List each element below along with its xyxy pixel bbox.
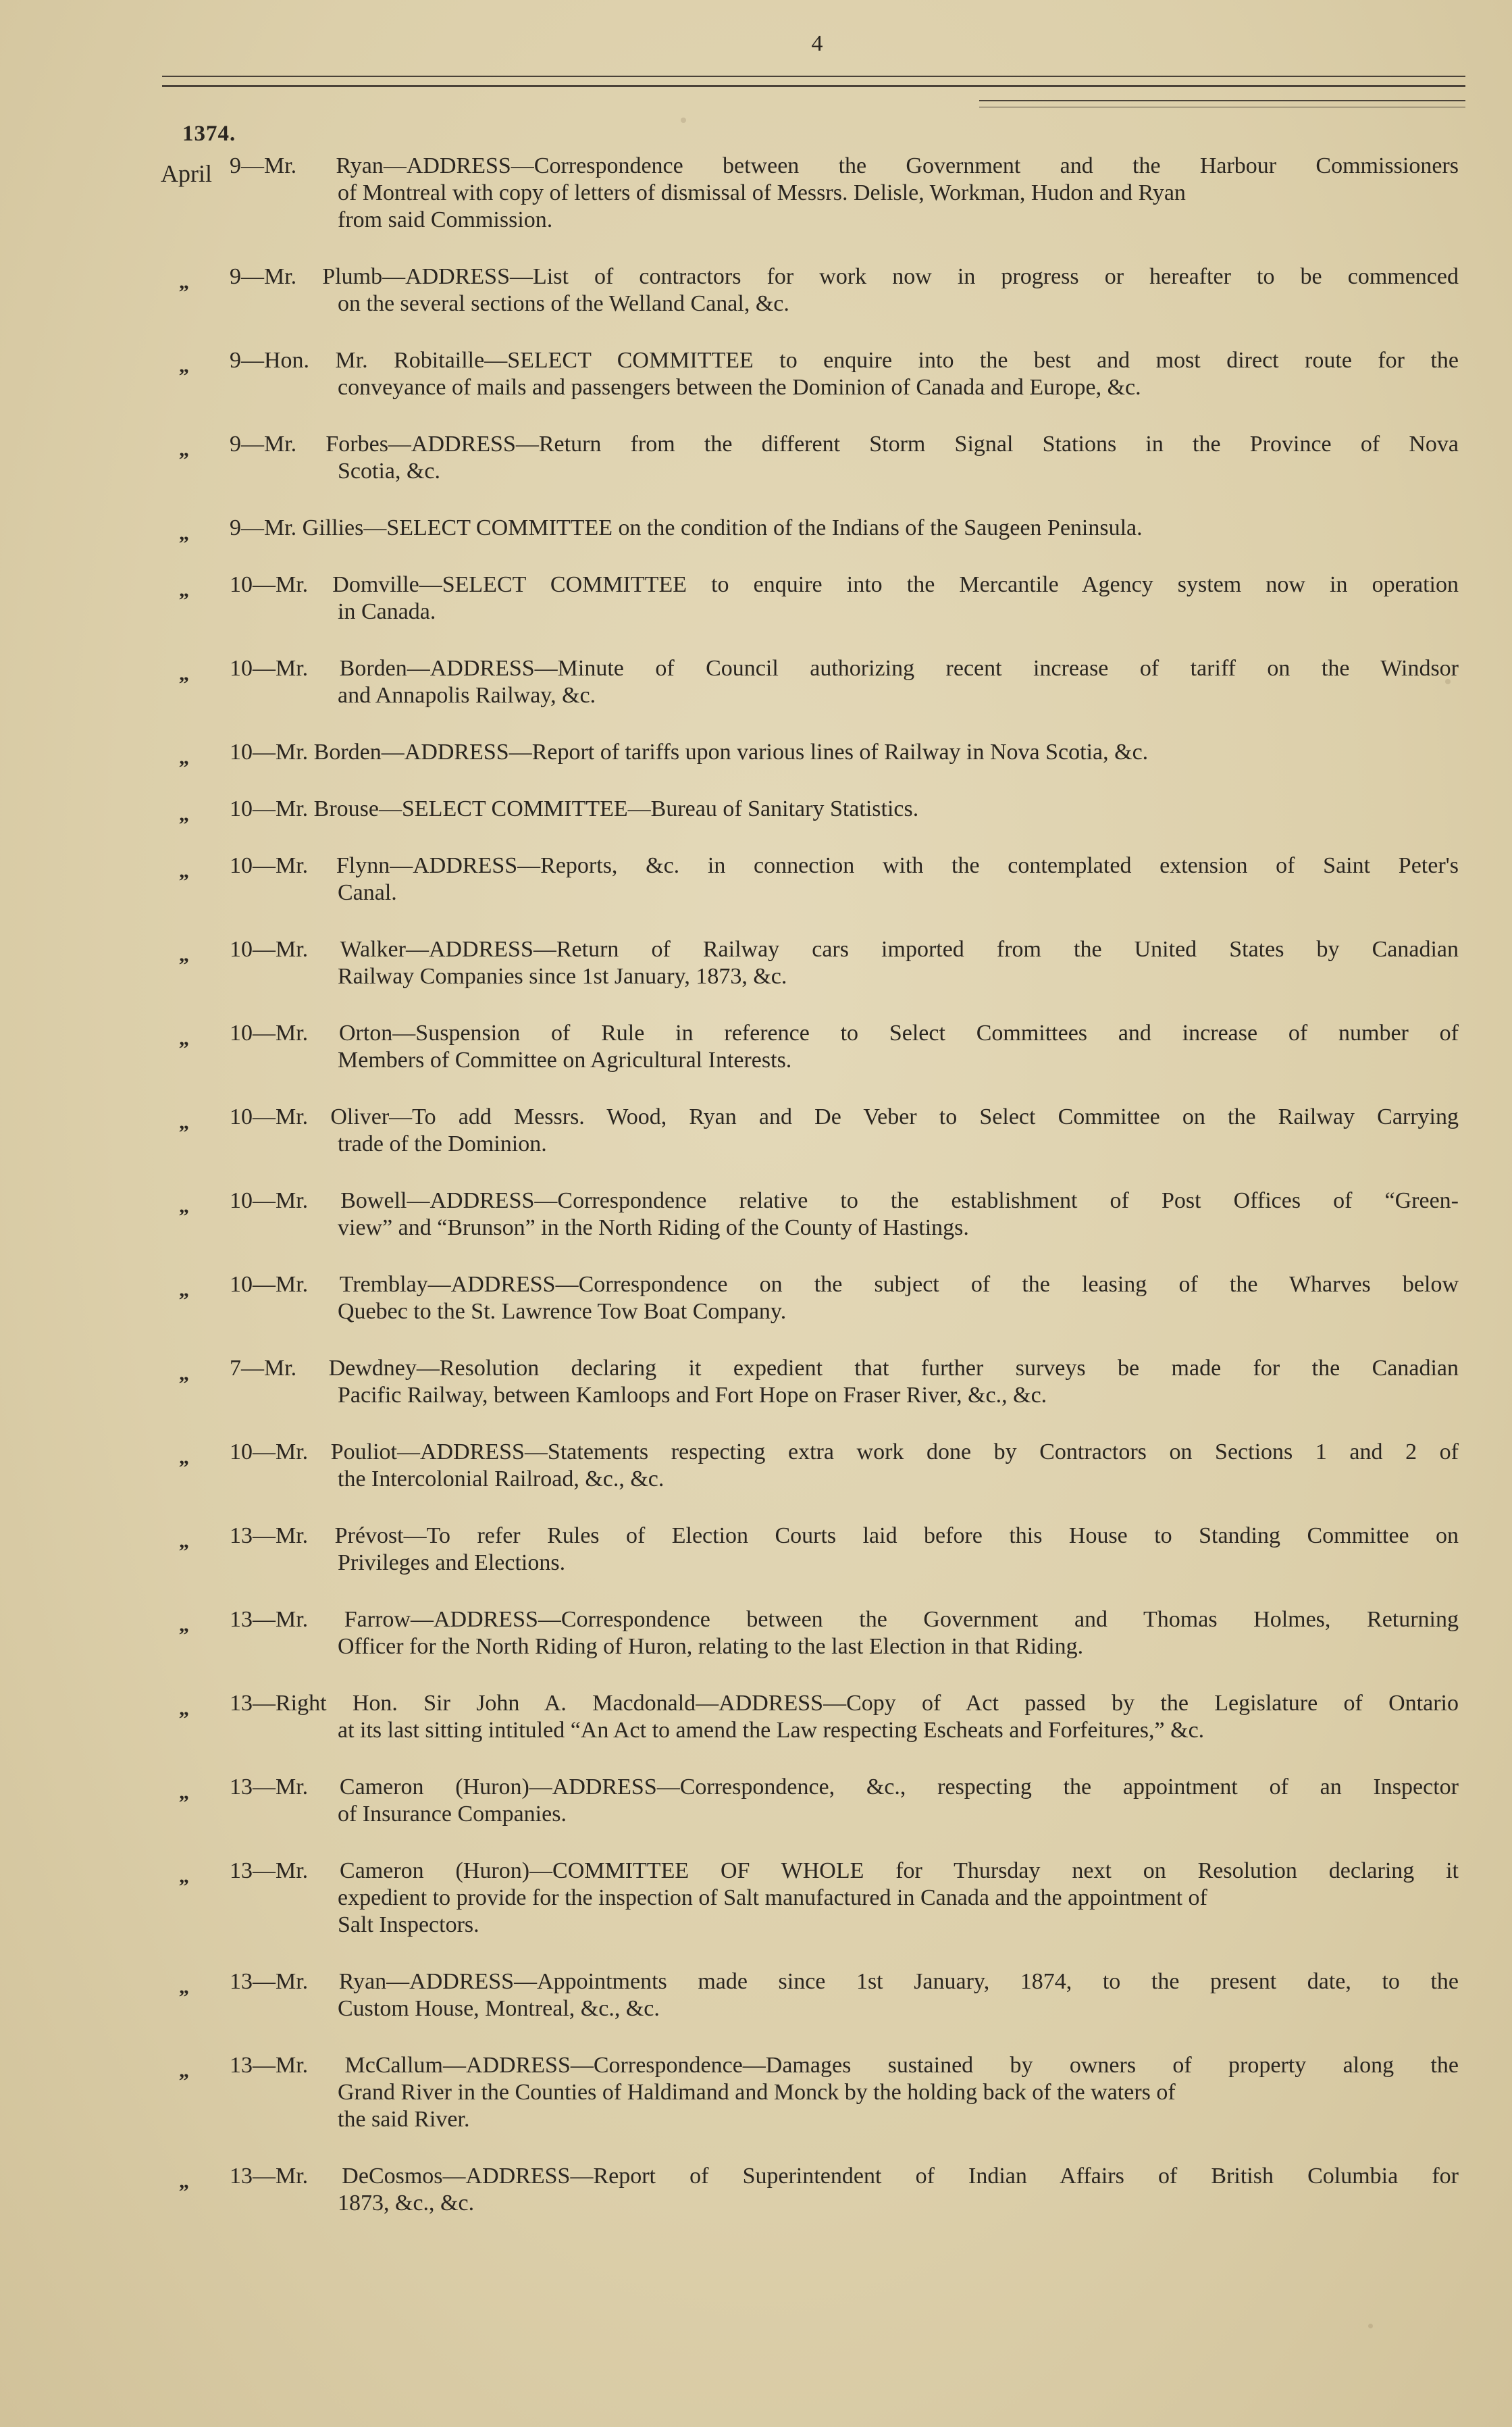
entry-text: —Mr. McCallum—ADDRESS—Correspondence—Damages sustained by owners of property along the [253,2053,1459,2078]
entry-day-number: 10 [230,1188,253,1213]
entry-continuation-line: the Intercolonial Railroad, &c., &c. [338,1466,664,1491]
journal-entry [0,739,1512,769]
entry-first-line [0,1355,1459,1382]
entry-text: —Mr. Domville—SELECT COMMITTEE to enquire into the Mercantile Agency system now in operation [253,572,1459,597]
journal-entry [0,1858,1512,1939]
entry-first-line [0,1968,1459,1995]
ditto-mark: „ [179,803,189,825]
journal-entry [0,655,1512,709]
ditto-mark: „ [179,438,189,461]
ditto-mark: „ [179,2060,189,2082]
entry-day-number: 13 [230,1969,253,1994]
entry-text: —Hon. Mr. Robitaille—SELECT COMMITTEE to enquire into the best and most direct route for the [241,348,1459,373]
ditto-mark: „ [179,1111,189,1133]
entry-first-line [0,1271,1459,1298]
entry-first-line [0,1606,1459,1633]
entry-day-number: 9 [230,515,241,540]
year-label: 1374. [182,122,236,146]
entry-first-line [0,1690,1459,1717]
ink-spot [1445,679,1451,684]
entry-continuation-line: expedient to provide for the inspection of Salt manufactured in Canada and the appointment of [338,1885,1207,1910]
entry-first-line [0,263,1459,290]
entry-day-number: 10 [230,796,253,821]
entry-continuation-line: Canal. [338,880,397,905]
journal-entry [0,1271,1512,1325]
ditto-mark: „ [179,1279,189,1301]
entry-first-line [0,1774,1459,1801]
entry-day-number: 10 [230,1104,253,1129]
entry-text: —Mr. Borden—ADDRESS—Minute of Council authorizing recent increase of tariff on the Windsor [253,656,1459,681]
entry-first-line [0,796,1459,823]
entry-text: —Mr. Orton—Suspension of Rule in reference to Select Committees and increase of number of [253,1021,1459,1046]
entry-day-number: 10 [230,572,253,597]
entry-list [0,153,1512,2247]
entry-day-number: 9 [230,153,241,178]
entry-day-number: 13 [230,1691,253,1716]
journal-entry [0,1439,1512,1493]
entry-text: —Mr. Cameron (Huron)—COMMITTEE OF WHOLE for Thursday next on Resolution declaring it [253,1858,1459,1883]
journal-entry [0,2163,1512,2217]
journal-entry [0,1968,1512,2022]
entry-text: —Mr. Ryan—ADDRESS—Correspondence between the Government and the Harbour Commissioners [241,153,1459,178]
ditto-mark: „ [179,746,189,769]
entry-text: —Mr. Borden—ADDRESS—Report of tariffs upon various lines of Railway in Nova Scotia, &c. [253,740,1149,765]
entry-continuation-line: Quebec to the St. Lawrence Tow Boat Company. [338,1299,787,1324]
entry-day-number: 9 [230,264,241,289]
entry-continuation-line: of Montreal with copy of letters of dismissal of Messrs. Delisle, Workman, Hudon and Ryan [338,180,1186,205]
month-label: April [161,160,212,187]
ditto-mark: „ [179,355,189,377]
ditto-mark: „ [179,944,189,966]
entry-day-number: 10 [230,1439,253,1464]
entry-day-number: 13 [230,2053,253,2078]
entry-day-number: 10 [230,1021,253,1046]
entry-continuation-line: Scotia, &c. [338,459,441,484]
entry-text: —Right Hon. Sir John A. Macdonald—ADDRESS—Copy of Act passed by the Legislature of Ontario [253,1691,1459,1716]
ditto-mark: „ [179,1027,189,1050]
entry-continuation-line: Officer for the North Riding of Huron, relating to the last Election in that Riding. [338,1634,1084,1659]
entry-text: —Mr. Cameron (Huron)—ADDRESS—Correspondence, &c., respecting the appointment of an Inspector [253,1774,1459,1799]
entry-text: —Mr. Ryan—ADDRESS—Appointments made since 1st January, 1874, to the present date, to the [253,1969,1459,1994]
entry-continuation-line: conveyance of mails and passengers between the Dominion of Canada and Europe, &c. [338,375,1141,400]
journal-entry [0,1104,1512,1158]
journal-entry [0,936,1512,990]
ditto-mark: „ [179,1976,189,1998]
entry-day-number: 13 [230,1607,253,1632]
header-rule [979,100,1465,101]
entry-text: —Mr. Oliver—To add Messrs. Wood, Ryan and De Veber to Select Committee on the Railway Carrying [253,1104,1459,1129]
entry-first-line [0,1439,1459,1466]
entry-continuation-line: trade of the Dominion. [338,1131,547,1156]
ditto-mark: „ [179,2170,189,2193]
entry-first-line [0,739,1459,766]
entry-text: —Mr. Flynn—ADDRESS—Reports, &c. in connection with the contemplated extension of Saint Peter's [253,853,1459,878]
journal-entry [0,1020,1512,1074]
entry-first-line [0,655,1459,682]
entry-first-line [0,515,1459,542]
entry-text: —Mr. DeCosmos—ADDRESS—Report of Superintendent of Indian Affairs of British Columbia for [253,2164,1459,2189]
entry-continuation-line: Salt Inspectors. [338,1912,479,1937]
journal-entry [0,2052,1512,2133]
entry-first-line [0,1858,1459,1885]
entry-first-line [0,1020,1459,1047]
entry-continuation-line: on the several sections of the Welland Canal, &c. [338,291,789,316]
ditto-mark: „ [179,579,189,601]
entry-day-number: 13 [230,2164,253,2189]
entry-text: —Mr. Pouliot—ADDRESS—Statements respecting extra work done by Contractors on Sections 1 and 2 of [253,1439,1459,1464]
entry-first-line [0,1187,1459,1215]
entry-continuation-line: of Insurance Companies. [338,1802,567,1826]
journal-entry [0,571,1512,625]
header-rule [162,85,1465,87]
entry-text: —Mr. Brouse—SELECT COMMITTEE—Bureau of Sanitary Statistics. [253,796,919,821]
journal-entry [0,1774,1512,1828]
entry-continuation-line: view” and “Brunson” in the North Riding of the County of Hastings. [338,1215,969,1240]
entry-continuation-line: at its last sitting intituled “An Act to amend the Law respecting Escheats and Forfeitures,” &c. [338,1718,1205,1743]
entry-continuation-line: Railway Companies since 1st January, 1873, &c. [338,964,787,989]
entry-text: —Mr. Gillies—SELECT COMMITTEE on the condition of the Indians of the Saugeen Peninsula. [241,515,1143,540]
entry-text: —Mr. Forbes—ADDRESS—Return from the different Storm Signal Stations in the Province of Nova [241,432,1459,457]
entry-day-number: 10 [230,740,253,765]
entry-text: —Mr. Walker—ADDRESS—Return of Railway cars imported from the United States by Canadian [253,937,1459,962]
entry-continuation-line: from said Commission. [338,207,553,232]
journal-entry [0,431,1512,485]
ditto-mark: „ [179,1865,189,1887]
page-number: 4 [811,31,823,56]
entry-first-line [0,571,1459,598]
entry-day-number: 13 [230,1774,253,1799]
entry-day-number: 10 [230,1272,253,1297]
entry-first-line [0,347,1459,374]
journal-entry [0,1355,1512,1409]
journal-entry [0,347,1512,401]
entry-text: —Mr. Prévost—To refer Rules of Election Courts laid before this House to Standing Committee on [253,1523,1459,1548]
ditto-mark: „ [179,522,189,544]
ditto-mark: „ [179,1781,189,1804]
entry-first-line [0,936,1459,963]
entry-first-line [0,2052,1459,2079]
entry-continuation-line: the said River. [338,2107,470,2132]
entry-day-number: 9 [230,432,241,457]
ditto-mark: „ [179,1446,189,1468]
journal-entry [0,1523,1512,1577]
journal-entry [0,153,1512,234]
ditto-mark: „ [179,1614,189,1636]
journal-entry [0,1187,1512,1242]
entry-text: —Mr. Plumb—ADDRESS—List of contractors for work now in progress or hereafter to be commenced [241,264,1459,289]
ditto-mark: „ [179,860,189,882]
entry-continuation-line: Grand River in the Counties of Haldimand and Monck by the holding back of the waters of [338,2080,1176,2105]
ditto-mark: „ [179,271,189,293]
header-rule [162,76,1465,77]
journal-entry [0,515,1512,542]
entry-day-number: 10 [230,656,253,681]
entry-day-number: 7 [230,1356,241,1381]
entry-text: —Mr. Farrow—ADDRESS—Correspondence between the Government and Thomas Holmes, Returning [253,1607,1459,1632]
ditto-mark: „ [179,1530,189,1552]
ink-spot [1368,2324,1373,2328]
entry-first-line [0,431,1459,458]
entry-text: —Mr. Dewdney—Resolution declaring it expedient that further surveys be made for the Canadian [241,1356,1459,1381]
entry-continuation-line: Pacific Railway, between Kamloops and Fort Hope on Fraser River, &c., &c. [338,1383,1047,1408]
ditto-mark: „ [179,1195,189,1217]
entry-first-line [0,2163,1459,2190]
entry-continuation-line: Members of Committee on Agricultural Interests. [338,1048,792,1073]
ditto-mark: „ [179,1362,189,1385]
entry-first-line [0,852,1459,879]
entry-first-line [0,1523,1459,1550]
journal-entry [0,263,1512,317]
journal-entry [0,1606,1512,1660]
entry-continuation-line: and Annapolis Railway, &c. [338,683,596,708]
entry-day-number: 13 [230,1858,253,1883]
entry-day-number: 9 [230,348,241,373]
entry-text: —Mr. Tremblay—ADDRESS—Correspondence on the subject of the leasing of the Wharves below [253,1272,1459,1297]
ditto-mark: „ [179,663,189,685]
entry-day-number: 10 [230,937,253,962]
journal-entry [0,1690,1512,1744]
entry-continuation-line: Custom House, Montreal, &c., &c. [338,1996,660,2021]
entry-continuation-line: Privileges and Elections. [338,1550,566,1575]
entry-continuation-line: in Canada. [338,599,436,624]
entry-day-number: 13 [230,1523,253,1548]
journal-entry [0,852,1512,906]
ditto-mark: „ [179,1697,189,1720]
journal-entry [0,796,1512,823]
entry-first-line [0,1104,1459,1131]
ink-spot [681,118,686,123]
entry-first-line [0,153,1459,180]
entry-text: —Mr. Bowell—ADDRESS—Correspondence relative to the establishment of Post Offices of “Green- [253,1188,1459,1213]
entry-day-number: 10 [230,853,253,878]
entry-continuation-line: 1873, &c., &c. [338,2191,475,2216]
